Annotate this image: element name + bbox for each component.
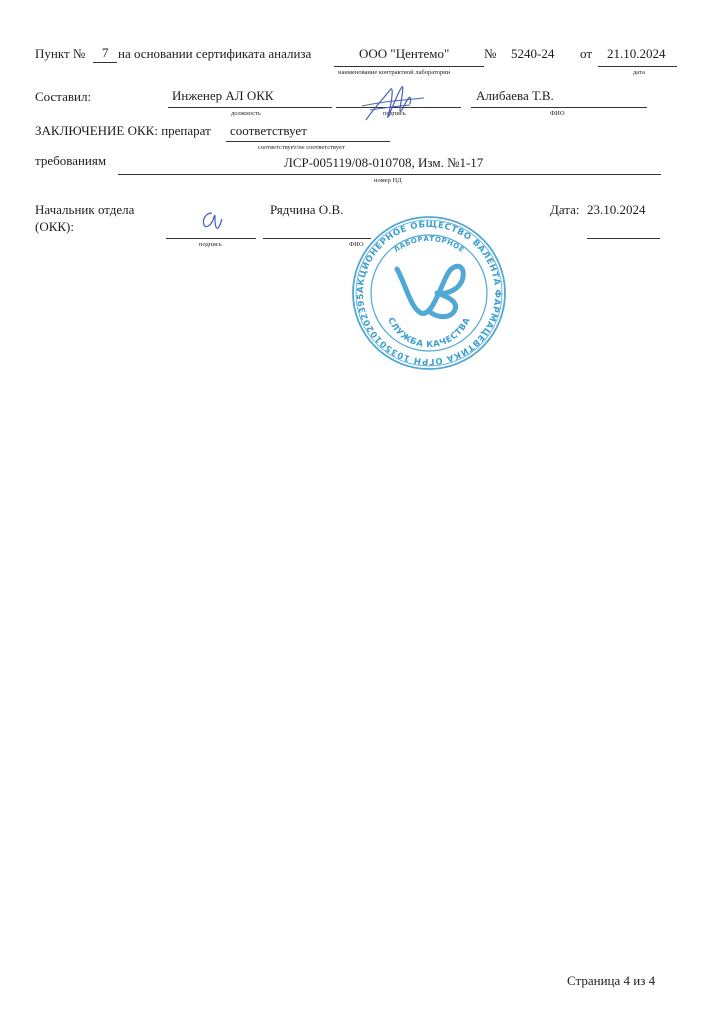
head-date-label: Дата: <box>550 202 580 217</box>
head-label-line1: Начальник отдела <box>35 202 135 217</box>
item-number-underline <box>93 62 117 63</box>
head-signature-underline <box>166 238 256 239</box>
svg-text:СЛУЖБА КАЧЕСТВА <box>385 316 473 350</box>
lab-caption: наименование контрактной лаборатории <box>338 69 451 76</box>
conclusion-caption: соответствует/не соответствует <box>258 144 345 151</box>
head-name-caption: ФИО <box>349 241 364 248</box>
page-number: Страница 4 из 4 <box>567 973 656 988</box>
head-name: Рядчина О.В. <box>270 202 344 217</box>
requirements-underline <box>118 174 661 175</box>
num-sign: № <box>484 46 497 61</box>
requirements-label: требованиям <box>35 153 107 168</box>
head-signature-caption: подпись <box>199 241 222 248</box>
item-label: Пункт № <box>35 46 86 61</box>
compiled-name: Алибаева Т.В. <box>476 88 554 103</box>
position-underline <box>168 107 332 108</box>
conclusion-value: соответствует <box>230 123 307 138</box>
stamp-ring-text: АКЦИОНЕРНОЕ ОБЩЕСТВО ВАЛЕНТА ФАРМАЦЕВТИКА ОГРН 1035010202395 <box>355 219 503 367</box>
stamp-logo-icon <box>397 266 463 316</box>
compiler-signature <box>360 78 430 130</box>
quality-stamp <box>349 213 509 373</box>
head-label-line2: (ОКК): <box>35 219 74 234</box>
compiled-label: Составил: <box>35 89 92 104</box>
item-number: 7 <box>102 45 109 60</box>
date-caption: дата <box>633 69 645 76</box>
position-caption: должность <box>231 110 261 117</box>
name-underline <box>471 107 647 108</box>
svg-text:ЛАБОРАТОРНОЕ <box>392 235 465 254</box>
cert-number: 5240-24 <box>511 46 555 61</box>
head-date-value: 23.10.2024 <box>587 202 646 217</box>
cert-date: 21.10.2024 <box>607 46 666 61</box>
signature-caption: подпись <box>383 110 406 117</box>
head-date-underline <box>587 238 660 239</box>
compiled-position: Инженер АЛ ОКК <box>172 88 274 103</box>
stamp-bottom-text: СЛУЖБА КАЧЕСТВА <box>385 316 473 351</box>
requirements-value: ЛСР-005119/08-010708, Изм. №1-17 <box>284 155 484 170</box>
basis-text: на основании сертификата анализа <box>118 46 312 61</box>
stamp-inner-text: ЛАБОРАТОРНОЕ <box>392 234 466 255</box>
conclusion-label: ЗАКЛЮЧЕНИЕ ОКК: препарат <box>35 123 211 138</box>
requirements-caption: номер НД <box>374 177 402 184</box>
lab-name: ООО "Центемо" <box>359 46 450 61</box>
from-label: от <box>580 46 593 61</box>
head-signature <box>196 205 228 235</box>
conclusion-underline <box>226 141 390 142</box>
cert-date-underline <box>598 66 677 67</box>
name-caption: ФИО <box>550 110 565 117</box>
lab-name-underline <box>334 66 484 67</box>
